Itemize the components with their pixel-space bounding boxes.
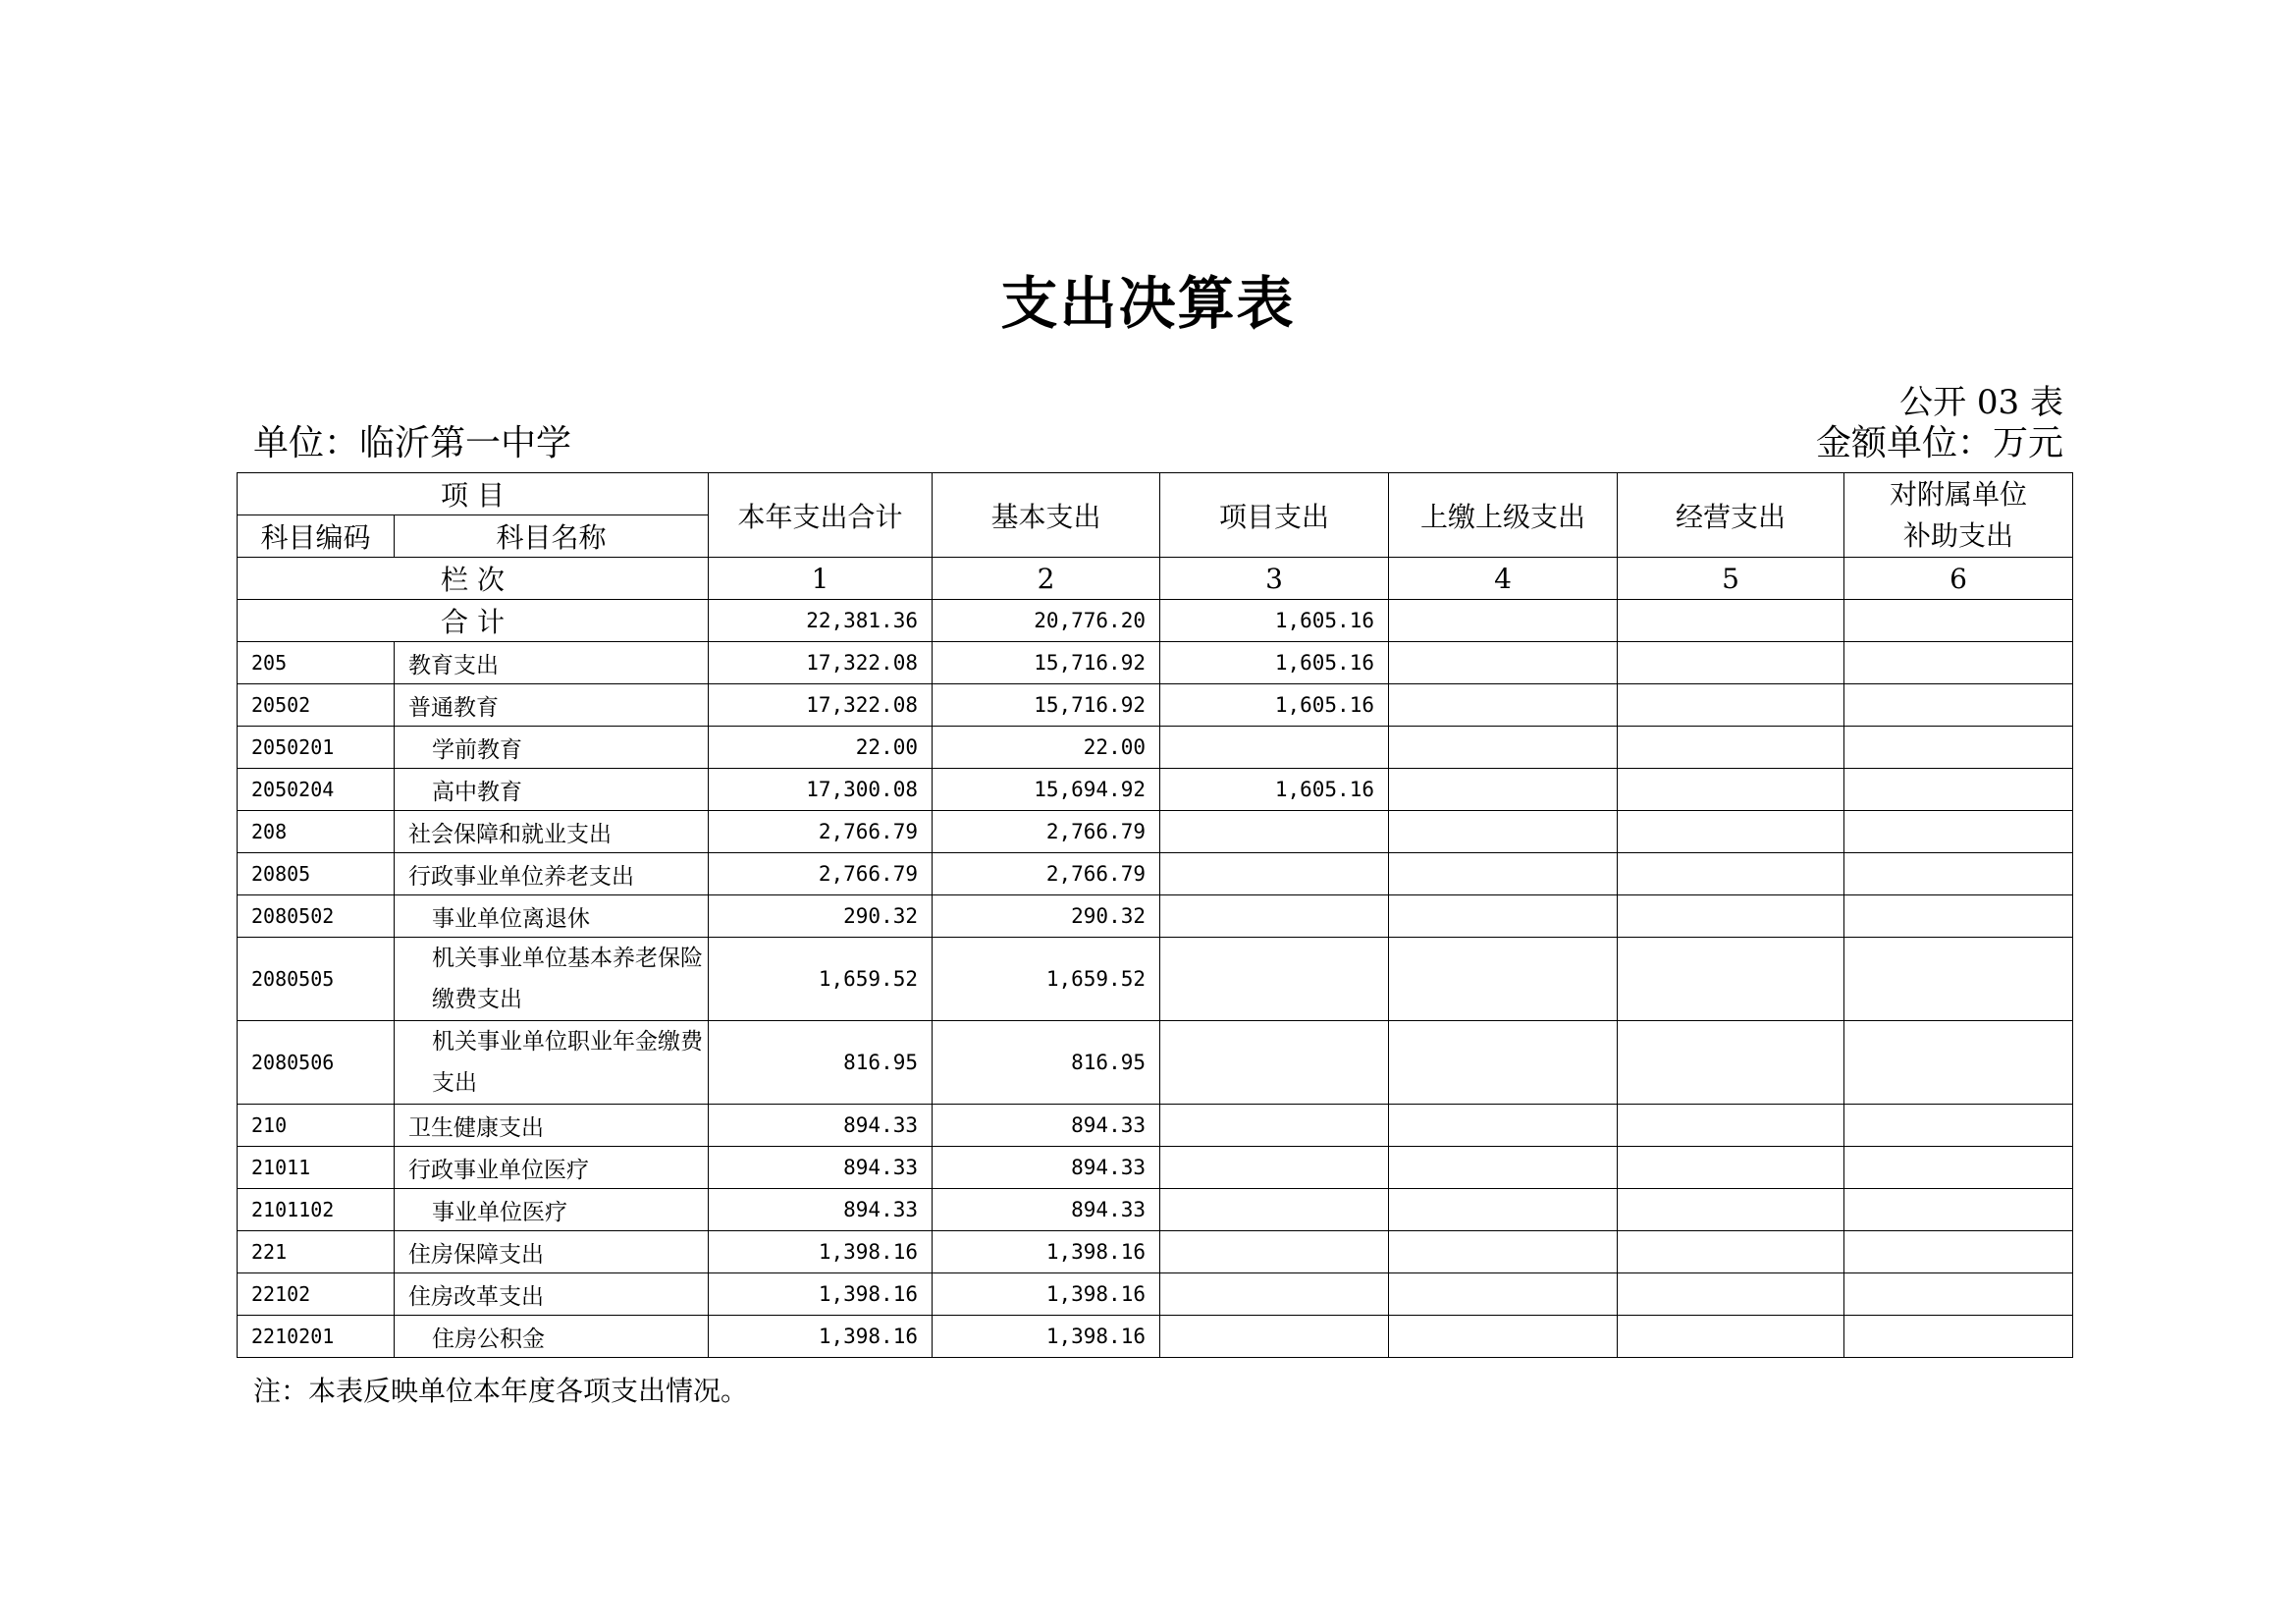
row-col2: 1,398.16 [933, 1231, 1160, 1273]
row-code: 2080502 [238, 895, 395, 938]
lanci-label: 栏 次 [238, 558, 709, 600]
row-name: 卫生健康支出 [395, 1105, 709, 1147]
row-name: 住房公积金 [395, 1316, 709, 1358]
total-col3: 1,605.16 [1160, 600, 1389, 642]
header-col2: 基本支出 [933, 473, 1160, 558]
row-col2: 894.33 [933, 1147, 1160, 1189]
table-row [238, 1273, 2073, 1316]
row-name: 机关事业单位职业年金缴费支出 [395, 1021, 709, 1105]
header-item: 项 目 [238, 473, 709, 515]
row-name: 教育支出 [395, 642, 709, 684]
row-col2: 1,398.16 [933, 1273, 1160, 1316]
row-col4 [1389, 895, 1618, 938]
row-name: 高中教育 [395, 769, 709, 811]
row-col5 [1618, 895, 1844, 938]
row-col3 [1160, 1273, 1389, 1316]
row-code: 221 [238, 1231, 395, 1273]
table-row [238, 1231, 2073, 1273]
row-col4 [1389, 1231, 1618, 1273]
header-col5: 经营支出 [1618, 473, 1844, 558]
total-col2: 20,776.20 [933, 600, 1160, 642]
expenditure-table [237, 472, 2073, 1358]
row-col1: 290.32 [709, 895, 933, 938]
row-name: 行政事业单位养老支出 [395, 853, 709, 895]
row-code: 2050204 [238, 769, 395, 811]
row-col6 [1844, 1189, 2073, 1231]
row-name: 住房保障支出 [395, 1231, 709, 1273]
row-col2: 1,659.52 [933, 938, 1160, 1021]
row-name: 事业单位医疗 [395, 1189, 709, 1231]
row-col5 [1618, 727, 1844, 769]
row-col1: 2,766.79 [709, 853, 933, 895]
row-col4 [1389, 642, 1618, 684]
row-name: 住房改革支出 [395, 1273, 709, 1316]
index-3: 3 [1160, 558, 1389, 600]
row-col5 [1618, 769, 1844, 811]
header-col4: 上缴上级支出 [1389, 473, 1618, 558]
header-name: 科目名称 [395, 515, 709, 558]
row-code: 20502 [238, 684, 395, 727]
row-col6 [1844, 642, 2073, 684]
row-col5 [1618, 1273, 1844, 1316]
row-col3 [1160, 938, 1389, 1021]
table-row [238, 1021, 2073, 1105]
row-col4 [1389, 1105, 1618, 1147]
row-col1: 1,659.52 [709, 938, 933, 1021]
index-4: 4 [1389, 558, 1618, 600]
page-title: 支出决算表 [1000, 270, 1296, 337]
row-code: 2210201 [238, 1316, 395, 1358]
table-row [238, 1189, 2073, 1231]
row-col6 [1844, 811, 2073, 853]
row-col1: 1,398.16 [709, 1316, 933, 1358]
row-col3: 1,605.16 [1160, 769, 1389, 811]
row-col2: 2,766.79 [933, 853, 1160, 895]
row-col4 [1389, 769, 1618, 811]
row-col3 [1160, 1231, 1389, 1273]
index-row [238, 558, 2073, 600]
row-code: 210 [238, 1105, 395, 1147]
total-col4 [1389, 600, 1618, 642]
row-col6 [1844, 1273, 2073, 1316]
index-6: 6 [1844, 558, 2073, 600]
row-col3: 1,605.16 [1160, 684, 1389, 727]
row-col4 [1389, 1316, 1618, 1358]
index-5: 5 [1618, 558, 1844, 600]
row-code: 208 [238, 811, 395, 853]
row-col1: 1,398.16 [709, 1231, 933, 1273]
row-col2: 894.33 [933, 1189, 1160, 1231]
total-col5 [1618, 600, 1844, 642]
row-col3 [1160, 895, 1389, 938]
row-col3 [1160, 1105, 1389, 1147]
row-code: 2101102 [238, 1189, 395, 1231]
row-col4 [1389, 1189, 1618, 1231]
table-row [238, 811, 2073, 853]
row-col1: 894.33 [709, 1105, 933, 1147]
row-name: 社会保障和就业支出 [395, 811, 709, 853]
row-col5 [1618, 853, 1844, 895]
header-col1: 本年支出合计 [709, 473, 933, 558]
row-col3 [1160, 1021, 1389, 1105]
table-row [238, 938, 2073, 1021]
row-col1: 816.95 [709, 1021, 933, 1105]
row-col1: 17,322.08 [709, 684, 933, 727]
row-col6 [1844, 895, 2073, 938]
total-col6 [1844, 600, 2073, 642]
footnote: 注：本表反映单位本年度各项支出情况。 [253, 1375, 749, 1407]
row-col4 [1389, 727, 1618, 769]
row-col5 [1618, 1189, 1844, 1231]
row-col2: 1,398.16 [933, 1316, 1160, 1358]
row-col5 [1618, 1231, 1844, 1273]
unit-label: 单位：临沂第一中学 [253, 423, 572, 463]
row-col4 [1389, 853, 1618, 895]
row-col5 [1618, 811, 1844, 853]
total-row [238, 600, 2073, 642]
row-col1: 1,398.16 [709, 1273, 933, 1316]
row-name: 学前教育 [395, 727, 709, 769]
header-col6: 对附属单位补助支出 [1844, 473, 2073, 558]
row-col5 [1618, 684, 1844, 727]
row-col6 [1844, 1316, 2073, 1358]
row-name: 机关事业单位基本养老保险缴费支出 [395, 938, 709, 1021]
row-col4 [1389, 1147, 1618, 1189]
row-col3 [1160, 811, 1389, 853]
row-col2: 894.33 [933, 1105, 1160, 1147]
row-col3 [1160, 727, 1389, 769]
row-col3 [1160, 853, 1389, 895]
row-col6 [1844, 1105, 2073, 1147]
row-col3 [1160, 1316, 1389, 1358]
row-col6 [1844, 938, 2073, 1021]
row-code: 2050201 [238, 727, 395, 769]
total-col1: 22,381.36 [709, 600, 933, 642]
row-col2: 816.95 [933, 1021, 1160, 1105]
table-row [238, 642, 2073, 684]
row-code: 2080505 [238, 938, 395, 1021]
row-code: 21011 [238, 1147, 395, 1189]
row-col4 [1389, 684, 1618, 727]
row-col1: 17,322.08 [709, 642, 933, 684]
row-col2: 15,716.92 [933, 642, 1160, 684]
row-col6 [1844, 1021, 2073, 1105]
table-row [238, 769, 2073, 811]
header-row-1 [238, 473, 2073, 515]
row-col1: 22.00 [709, 727, 933, 769]
row-col2: 22.00 [933, 727, 1160, 769]
table-row [238, 1105, 2073, 1147]
row-col6 [1844, 853, 2073, 895]
row-col4 [1389, 1021, 1618, 1105]
table-row [238, 895, 2073, 938]
table-row [238, 1316, 2073, 1358]
row-col3 [1160, 1189, 1389, 1231]
amount-unit-label: 金额单位：万元 [1815, 423, 2063, 463]
row-col2: 2,766.79 [933, 811, 1160, 853]
row-col5 [1618, 642, 1844, 684]
row-col6 [1844, 769, 2073, 811]
row-col4 [1389, 811, 1618, 853]
header-code: 科目编码 [238, 515, 395, 558]
row-col1: 894.33 [709, 1189, 933, 1231]
row-code: 20805 [238, 853, 395, 895]
form-number: 公开 03 表 [1899, 383, 2063, 422]
row-col4 [1389, 1273, 1618, 1316]
row-col2: 290.32 [933, 895, 1160, 938]
row-col1: 17,300.08 [709, 769, 933, 811]
row-col3: 1,605.16 [1160, 642, 1389, 684]
row-col4 [1389, 938, 1618, 1021]
row-col2: 15,716.92 [933, 684, 1160, 727]
table-row [238, 1147, 2073, 1189]
row-code: 2080506 [238, 1021, 395, 1105]
row-col5 [1618, 1105, 1844, 1147]
row-col6 [1844, 684, 2073, 727]
index-2: 2 [933, 558, 1160, 600]
row-col5 [1618, 1147, 1844, 1189]
row-col6 [1844, 1231, 2073, 1273]
row-col5 [1618, 1021, 1844, 1105]
row-col5 [1618, 938, 1844, 1021]
row-code: 205 [238, 642, 395, 684]
total-label: 合 计 [238, 600, 709, 642]
table-row [238, 727, 2073, 769]
row-name: 行政事业单位医疗 [395, 1147, 709, 1189]
row-col5 [1618, 1316, 1844, 1358]
table-row [238, 853, 2073, 895]
row-name: 事业单位离退休 [395, 895, 709, 938]
header-col3: 项目支出 [1160, 473, 1389, 558]
index-1: 1 [709, 558, 933, 600]
table-row [238, 684, 2073, 727]
row-col1: 894.33 [709, 1147, 933, 1189]
row-col6 [1844, 1147, 2073, 1189]
row-code: 22102 [238, 1273, 395, 1316]
row-col2: 15,694.92 [933, 769, 1160, 811]
row-col1: 2,766.79 [709, 811, 933, 853]
row-col3 [1160, 1147, 1389, 1189]
row-name: 普通教育 [395, 684, 709, 727]
row-col6 [1844, 727, 2073, 769]
